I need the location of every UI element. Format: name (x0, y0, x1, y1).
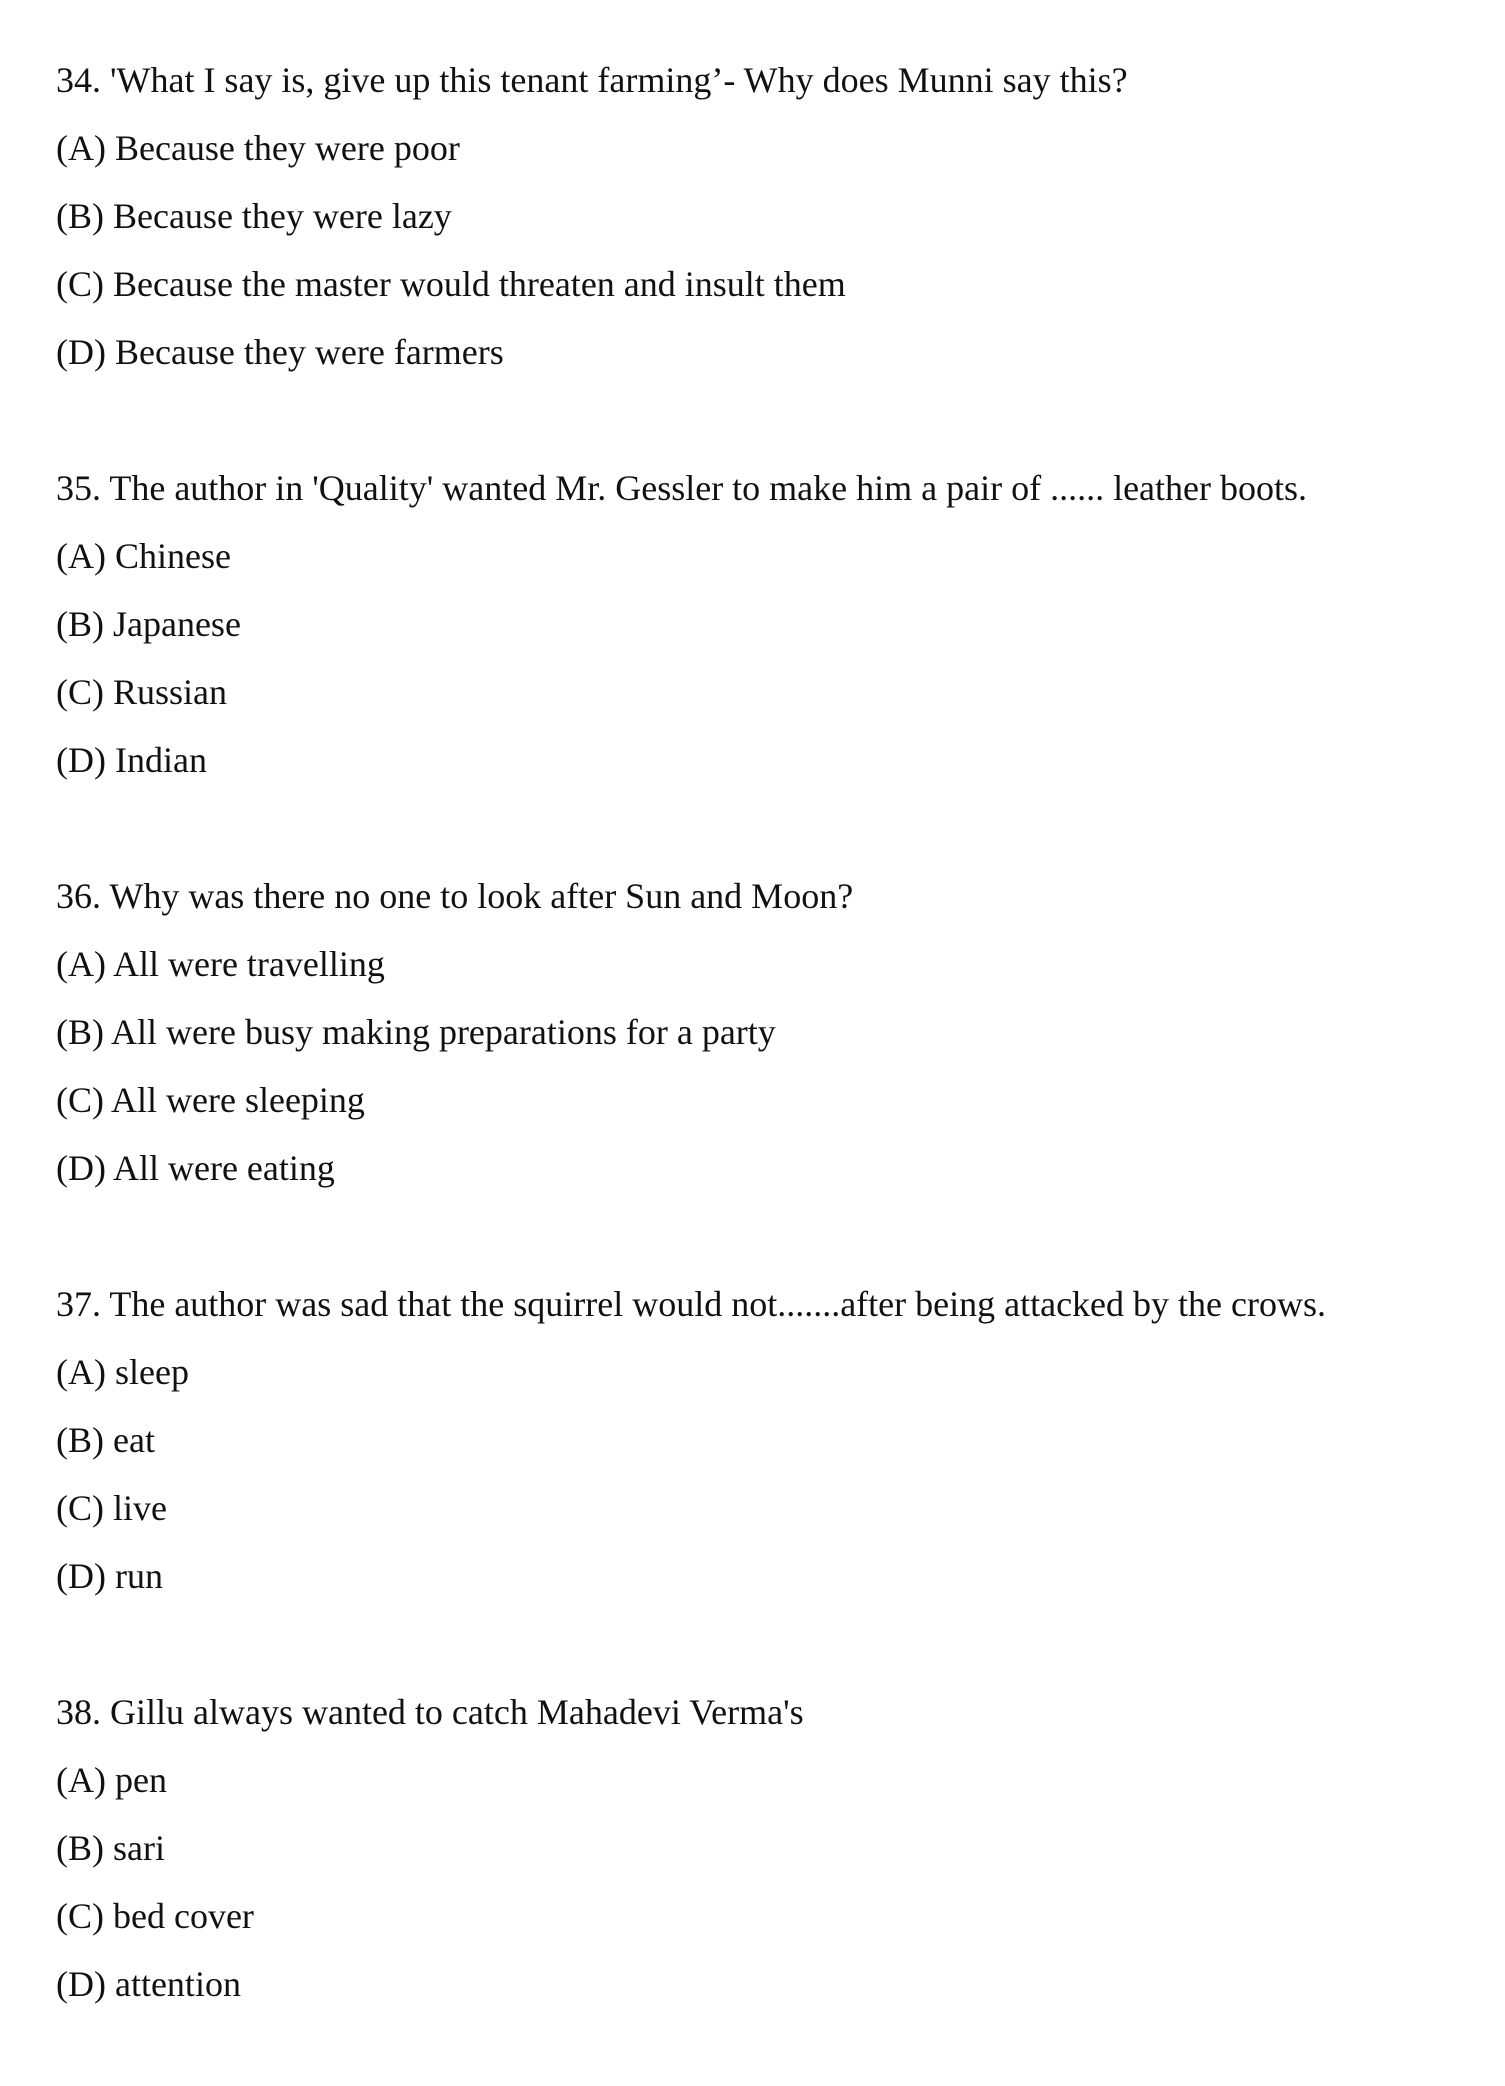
option-d: (D) Because they were farmers (56, 332, 504, 372)
option-c: (C) All were sleeping (56, 1080, 365, 1120)
option-a: (A) sleep (56, 1352, 189, 1392)
option-c: (C) live (56, 1488, 167, 1528)
question-36 (56, 862, 1465, 1202)
option-d: (D) run (56, 1556, 163, 1596)
option-c: (C) Russian (56, 672, 227, 712)
option-b: (B) All were busy making preparations for a party (56, 1012, 776, 1052)
option-c: (C) bed cover (56, 1896, 254, 1936)
option-a: (A) Chinese (56, 536, 231, 576)
question-35 (56, 454, 1465, 794)
option-a: (A) All were travelling (56, 944, 385, 984)
option-d: (D) All were eating (56, 1148, 335, 1188)
option-b: (B) Because they were lazy (56, 196, 452, 236)
question-text: 36. Why was there no one to look after Sun and Moon? (56, 876, 854, 916)
question-text: 38. Gillu always wanted to catch Mahadevi Verma's (56, 1692, 804, 1732)
option-d: (D) Indian (56, 740, 207, 780)
option-b: (B) sari (56, 1828, 165, 1868)
option-b: (B) eat (56, 1420, 155, 1460)
question-34 (56, 46, 1465, 386)
option-b: (B) Japanese (56, 604, 241, 644)
question-38 (56, 1678, 1465, 2018)
question-text: 37. The author was sad that the squirrel would not.......after being attacked by the crows. (56, 1284, 1326, 1324)
option-a: (A) Because they were poor (56, 128, 460, 168)
question-37 (56, 1270, 1465, 1610)
option-c: (C) Because the master would threaten and insult them (56, 264, 846, 304)
question-text: 35. The author in 'Quality' wanted Mr. Gessler to make him a pair of ...... leather boots. (56, 468, 1308, 508)
option-d: (D) attention (56, 1964, 241, 2004)
question-text: 34. 'What I say is, give up this tenant farming’- Why does Munni say this? (56, 60, 1128, 100)
question-page (56, 46, 1465, 2086)
option-a: (A) pen (56, 1760, 167, 1800)
